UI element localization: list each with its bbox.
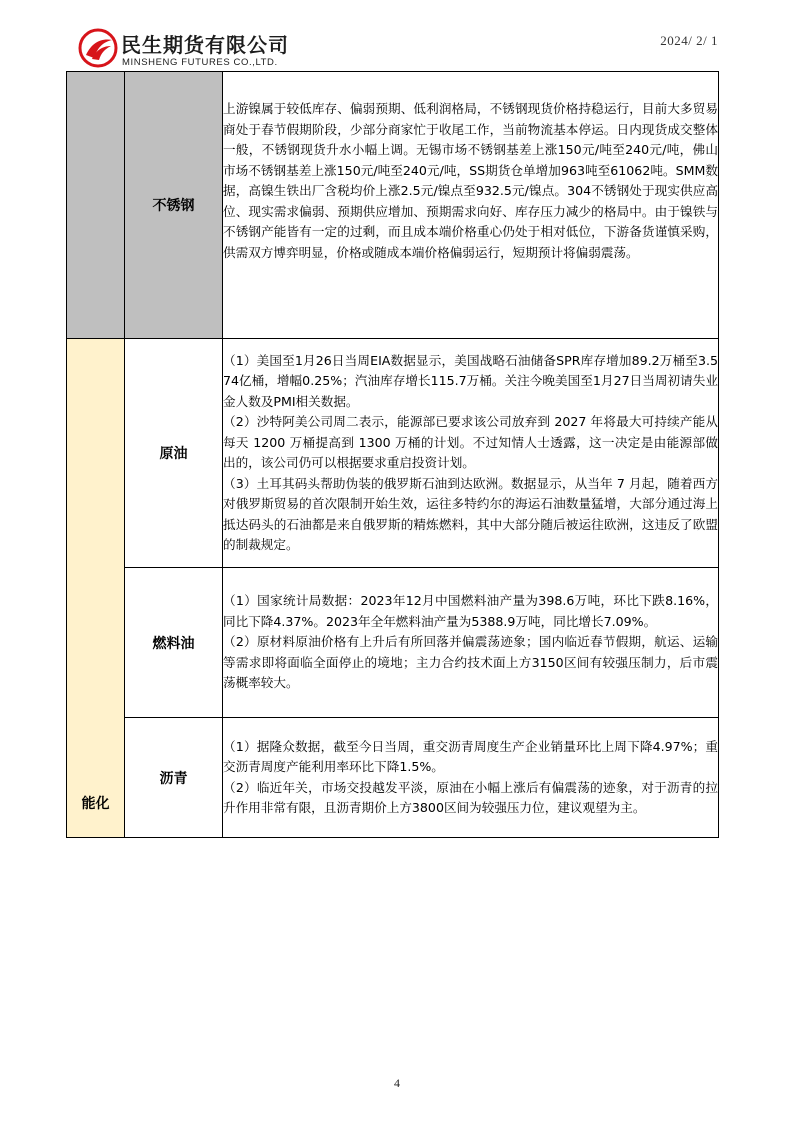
table-row bbox=[67, 568, 719, 718]
report-date: 2024/ 2/ 1 bbox=[660, 33, 718, 48]
sector-cell-empty bbox=[67, 72, 125, 339]
commodity-name: 不锈钢 bbox=[125, 72, 223, 339]
company-name-en: MINSHENG FUTURES CO.,LTD. bbox=[122, 57, 278, 68]
commodity-name: 沥青 bbox=[125, 718, 223, 838]
commodity-report-table bbox=[66, 71, 719, 838]
analysis-paragraph: （1）据隆众数据，截至今日当周，重交沥青周度生产企业销量环比上周下降4.97%；重交沥青周度产能利用率环比下降1.5%。 bbox=[223, 738, 718, 774]
analysis-paragraph: （2）原材料原油价格有上升后有所回落并偏震荡迹象；国内临近春节假期，航运、运输等需求即将面临全面停止的境地；主力合约技术面上方3150区间有较强压制力，后市震荡概率较大。 bbox=[223, 634, 718, 691]
table-row bbox=[67, 339, 719, 568]
sector-energy-chemical: 能化 bbox=[67, 339, 125, 838]
minsheng-logo-icon bbox=[78, 28, 118, 68]
commodity-analysis bbox=[223, 339, 719, 568]
commodity-name: 燃料油 bbox=[125, 568, 223, 718]
commodity-analysis bbox=[223, 72, 719, 339]
commodity-name: 原油 bbox=[125, 339, 223, 568]
page-header bbox=[78, 26, 728, 72]
commodity-analysis bbox=[223, 568, 719, 718]
analysis-paragraph: （2）沙特阿美公司周二表示，能源部已要求该公司放弃到 2027 年将最大可持续产能从每天 1200 万桶提高到 1300 万桶的计划。不过知情人士透露，这一决定是由能源部做出的，该公司仍可以根据要求重启投资计划。 bbox=[223, 414, 718, 470]
commodity-analysis bbox=[223, 718, 719, 838]
table-row bbox=[67, 718, 719, 838]
analysis-paragraph: （3）土耳其码头帮助伪装的俄罗斯石油到达欧洲。数据显示，从当年 7 月起，随着西方对俄罗斯贸易的首次限制开始生效，运往多特约尔的海运石油数量猛增，大部分通过海上抵达码头的石油都是来自俄罗斯的精炼燃料，其中大部分随后被运往欧洲，这违反了欧盟的制裁规定。 bbox=[223, 475, 718, 552]
company-name-cn: 民生期货有限公司 bbox=[121, 33, 289, 57]
page-number: 4 bbox=[394, 1076, 400, 1090]
analysis-paragraph: 上游镍属于较低库存、偏弱预期、低利润格局，不锈钢现货价格持稳运行，目前大多贸易商处于春节假期阶段，少部分商家忙于收尾工作，当前物流基本停运。日内现货成交整体一般，不锈钢现货升水小幅上调。无锡市场不锈钢基差上涨150元/吨至240元/吨，佛山市场不锈钢基差上涨150元/吨至240元/吨，SS期货仓单增加963吨至61062吨。SMM数据，高镍生铁出厂含税均价上涨2.5元/镍点至932.5元/镍点。304不锈钢处于现实供应高位、现实需求偏弱、预期供应增加、预期需求向好、库存压力减少的格局中。由于镍铁与不锈钢产能皆有一定的过剩，而且成本端价格重心仍处于相对低位，下游备货谨慎采购，供需双方博弈明显，价格或随成本端价格偏弱运行，短期预计将偏弱震荡。 bbox=[223, 101, 718, 260]
analysis-paragraph: （1）美国至1月26日当周EIA数据显示，美国战略石油储备SPR库存增加89.2万桶至3.574亿桶，增幅0.25%；汽油库存增长115.7万桶。关注今晚美国至1月27日当周初请失业金人数及PMI相关数据。 bbox=[223, 352, 718, 409]
analysis-paragraph: （1）国家统计局数据：2023年12月中国燃料油产量为398.6万吨，环比下跌8.16%，同比下降4.37%。2023年全年燃料油产量为5388.9万吨，同比增长7.09%。 bbox=[223, 593, 718, 629]
table-row bbox=[67, 72, 719, 339]
analysis-paragraph: （2）临近年关，市场交投越发平淡，原油在小幅上涨后有偏震荡的迹象，对于沥青的拉升作用非常有限，且沥青期价上方3800区间为较强压力位，建议观望为主。 bbox=[223, 779, 718, 815]
